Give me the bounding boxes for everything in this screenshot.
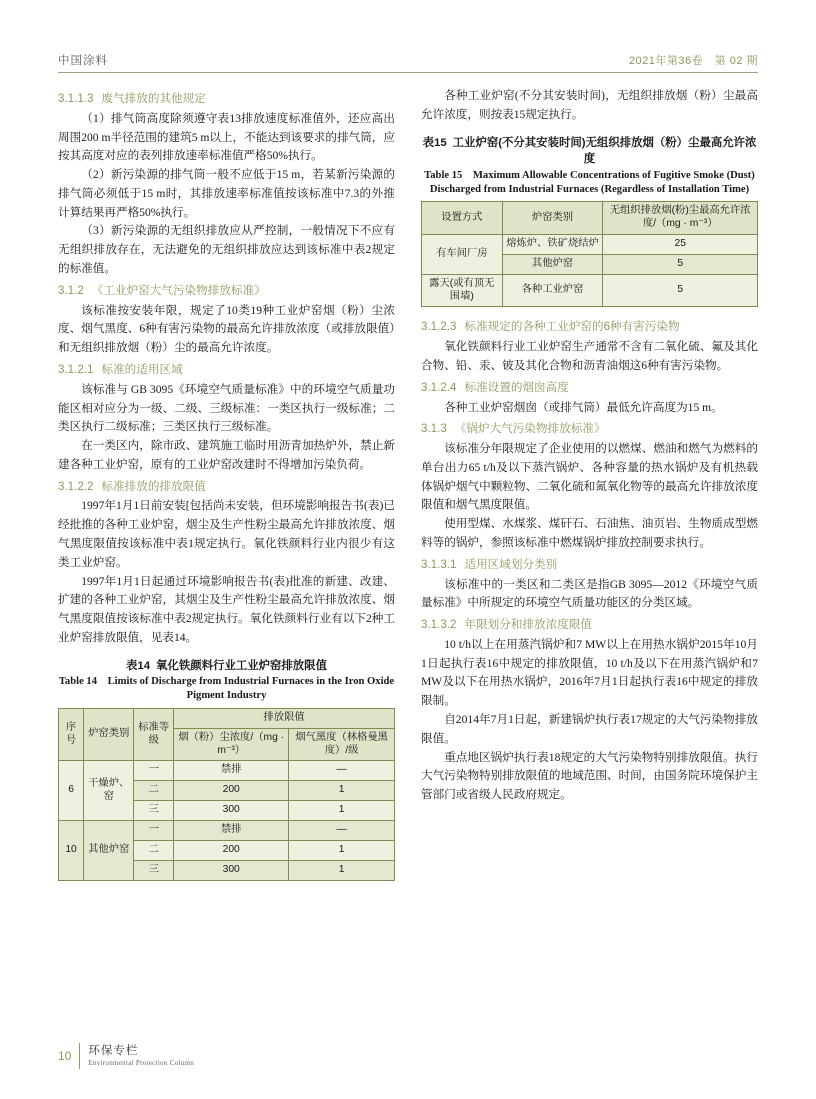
section-number: 3.1.2.4 bbox=[421, 380, 457, 394]
section-heading bbox=[421, 420, 758, 439]
cell-grade: 二 bbox=[134, 781, 174, 801]
section-title: 标准规定的各种工业炉窑的6种有害污染物 bbox=[464, 320, 680, 334]
paragraph: 氧化铁颜料行业工业炉窑生产通常不含有二氧化硫、氟及其化合物、铅、汞、铍及其化合物和沥青油烟这6种有害污染物。 bbox=[421, 340, 758, 372]
cell-blackness: 1 bbox=[289, 860, 395, 880]
table14-caption bbox=[58, 658, 395, 675]
journal-name: 中国涂料 bbox=[58, 55, 108, 67]
section-heading bbox=[58, 478, 395, 497]
cell-kiln-type: 各种工业炉窑 bbox=[502, 274, 603, 307]
section-heading bbox=[58, 90, 395, 109]
paragraph: 重点地区锅炉执行表18规定的大气污染物特别排放限值。执行大气污染物特别排放限值的地域范围、时间，由国务院环境保护主管部门或省级人民政府规定。 bbox=[421, 750, 758, 802]
cell-placement: 露天(或有顶无围墙) bbox=[422, 274, 503, 307]
section-title: 《锅炉大气污染物排放标准》 bbox=[454, 422, 606, 436]
cell-blackness: 1 bbox=[289, 840, 395, 860]
th-dust-conc: 烟（粉）尘浓度/（mg · m⁻³） bbox=[174, 728, 289, 761]
table15-title-cn: 工业炉窑(不分其安装时间)无组织排放烟（粉）尘最高允许浓度 bbox=[452, 136, 757, 166]
section-heading bbox=[421, 318, 758, 337]
section-title: 适用区域划分类别 bbox=[464, 557, 558, 571]
th-placement: 设置方式 bbox=[422, 202, 503, 235]
paragraph: 使用型煤、水煤浆、煤矸石、石油焦、油页岩、生物质成型燃料等的锅炉，参照该标准中燃煤锅炉排放控制要求执行。 bbox=[421, 517, 758, 549]
cell-value: 5 bbox=[603, 254, 758, 274]
section-title: 废气排放的其他规定 bbox=[101, 92, 206, 105]
cell-blackness: — bbox=[289, 761, 395, 781]
paragraph: 10 t/h以上在用蒸汽锅炉和7 MW以上在用热水锅炉2015年10月1日起执行表16中规定的排放限值，10 t/h及以下在用蒸汽锅炉和7 MW及以下在用热水锅炉，2016年7月1日起执行表16中规定的排放限制。 bbox=[421, 637, 758, 708]
cell-value: 25 bbox=[603, 234, 758, 254]
section-heading bbox=[58, 361, 395, 380]
paragraph: 该标准中的一类区和二类区是指GB 3095—2012《环境空气质量标准》中所规定的环境空气质量功能区的分类区域。 bbox=[421, 577, 758, 610]
paragraph: 该标准与 GB 3095《环境空气质量标准》中的环境空气质量功能区相对应分为一级、二级、三级标准：一类区执行一级标准；二类区执行二级标准；三类区执行三级标准。 bbox=[58, 382, 395, 434]
th-blackness: 烟气黑度（林格曼黑度）/级 bbox=[289, 728, 395, 761]
section-number: 3.1.2.3 bbox=[421, 320, 457, 334]
page-number: 10 bbox=[58, 1049, 72, 1063]
cell-kiln-type: 熔炼炉、铁矿烧结炉 bbox=[502, 234, 603, 254]
footer-column-name bbox=[88, 1045, 194, 1066]
section-number: 3.1.3.2 bbox=[421, 618, 457, 632]
paragraph: 1997年1月1日起通过环境影响报告书(表)批准的新建、改建、扩建的各种工业炉窑，其烟尘及生产性粉尘最高允许排放浓度、烟气黑度限值按该标准中表2规定执行。氧化铁颜料行业有以下2种工业炉窑排放限值，见表14。 bbox=[58, 574, 395, 644]
cell-blackness: 1 bbox=[289, 781, 395, 801]
table14 bbox=[58, 708, 395, 881]
section-number: 3.1.3.1 bbox=[421, 557, 457, 571]
th-kiln: 炉窑类别 bbox=[84, 708, 134, 761]
right-column bbox=[421, 87, 758, 1027]
section-heading bbox=[421, 379, 758, 398]
cell-conc: 200 bbox=[174, 840, 289, 860]
section-heading bbox=[58, 282, 395, 301]
paragraph: 在一类区内，除市政、建筑施工临时用沥青加热炉外，禁止新建各种工业炉窑，原有的工业炉窑改建时不得增加污染负荷。 bbox=[58, 439, 395, 471]
cell-conc: 300 bbox=[174, 860, 289, 880]
table-row bbox=[422, 274, 758, 307]
section-title: 标准设置的烟囱高度 bbox=[464, 380, 569, 394]
paragraph: 1997年1月1日前安装[包括尚未安装，但环境影响报告书(表)已经批推的各种工业炉窑，烟尘及生产性粉尘最高允许排放浓度、烟气黑度限值按该标准中表1规定执行。氧化铁颜料行业内很少有这类工业炉窑。 bbox=[58, 499, 395, 569]
cell-blackness: — bbox=[289, 820, 395, 840]
th-max-conc: 无组织排放烟(粉)尘最高允许浓度/（mg · m⁻³） bbox=[603, 202, 758, 235]
th-limits-group: 排放限值 bbox=[174, 708, 395, 728]
table-row bbox=[422, 234, 758, 254]
cell-conc: 禁排 bbox=[174, 761, 289, 781]
section-heading bbox=[421, 616, 758, 635]
cell-grade: 三 bbox=[134, 801, 174, 821]
paragraph: （3）新污染源的无组织排放应从严控制，一般情况下不应有无组织排放存在，无法避免的无组织排放应达到该标准中表2规定的标准值。 bbox=[58, 224, 395, 276]
section-number: 3.1.2 bbox=[58, 283, 84, 297]
paragraph: 各种工业炉窑(不分其安装时间)，无组织排放烟（粉）尘最高允许浓度，则按表15规定执行。 bbox=[421, 89, 758, 121]
cell-grade: 二 bbox=[134, 840, 174, 860]
page-header bbox=[58, 52, 758, 73]
paragraph: （1）排气筒高度除须遵守表13排放速度标准值外，还应高出周围200 m半径范围的建筑5 m以上，不能达到该要求的排气筒，应按其高度对应的表列排放速率标准值严格50%执行。 bbox=[58, 111, 395, 163]
table-row bbox=[59, 820, 395, 840]
table14-caption-en: Table 14 Limits of Discharge from Industrial Furnaces in the Iron Oxide Pigment Industry bbox=[58, 676, 395, 702]
table15-label: 表15 bbox=[422, 136, 447, 149]
table15-caption bbox=[421, 135, 758, 168]
cell-kiln-type: 其他炉窑 bbox=[502, 254, 603, 274]
table15-caption-en: Table 15 Maximum Allowable Concentrations of Fugitive Smoke (Dust) Discharged from Industrial Furnaces (Regardless of Installation Time) bbox=[424, 169, 755, 195]
paragraph: 各种工业炉窑烟囱（或排气筒）最低允许高度为15 m。 bbox=[444, 400, 723, 414]
cell-no: 6 bbox=[59, 761, 84, 821]
paragraph: 自2014年7月1日起，新建锅炉执行表17规定的大气污染物排放限值。 bbox=[421, 713, 758, 745]
section-title: 标准的适用区域 bbox=[101, 362, 183, 376]
cell-placement: 有车间厂房 bbox=[422, 234, 503, 274]
section-number: 3.1.2.1 bbox=[58, 362, 94, 376]
paragraph: （2）新污染源的排气筒一般不应低于15 m，若某新污染源的排气筒必须低于15 m时，其排放速率标准值按该标准中7.3的外推计算结果再严格50%执行。 bbox=[58, 168, 395, 219]
table14-label: 表14 bbox=[126, 659, 151, 672]
section-title: 标准排放的排放限值 bbox=[101, 479, 206, 493]
two-column-body bbox=[58, 87, 758, 1027]
th-grade: 标准等级 bbox=[134, 708, 174, 761]
section-title: 《工业炉窑大气污染物排放标准》 bbox=[91, 283, 266, 297]
cell-blackness: 1 bbox=[289, 801, 395, 821]
cell-grade: 三 bbox=[134, 860, 174, 880]
section-number: 3.1.3 bbox=[421, 422, 447, 436]
page-footer bbox=[58, 1043, 194, 1069]
section-number: 3.1.2.2 bbox=[58, 479, 94, 493]
section-number: 3.1.1.3 bbox=[58, 92, 94, 105]
cell-kiln: 干燥炉、窑 bbox=[84, 761, 134, 821]
footer-column-en: Environmental Protection Column bbox=[88, 1058, 195, 1067]
section-title: 年限划分和排放浓度限值 bbox=[464, 618, 593, 632]
issue-info: 2021年第36卷 第 02 期 bbox=[628, 55, 758, 67]
table14-title-cn: 氧化铁颜料行业工业炉窑排放限值 bbox=[156, 659, 327, 672]
table15 bbox=[421, 201, 758, 307]
cell-grade: 一 bbox=[134, 820, 174, 840]
paragraph: 该标准按安装年限，规定了10类19种工业炉窑烟（粉）尘浓度、烟气黑度、6种有害污染物的最高允许排放浓度（或排放限值）和无组织排放烟（粉）尘的最高允许浓度。 bbox=[58, 303, 395, 355]
th-no: 序号 bbox=[59, 708, 84, 761]
th-kiln-type: 炉窑类别 bbox=[502, 202, 603, 235]
footer-divider bbox=[79, 1043, 80, 1069]
cell-kiln: 其他炉窑 bbox=[84, 820, 134, 880]
paragraph: 该标准分年限规定了企业使用的以燃煤、燃油和燃气为燃料的单台出力65 t/h及以下蒸汽锅炉、各种容量的热水锅炉及有机热载体锅炉烟气中颗粒物、二氧化硫和氮氧化物等的最高允许排放浓度限值和烟气黑度限值。 bbox=[421, 442, 758, 512]
section-heading bbox=[421, 556, 758, 575]
footer-column-cn: 环保专栏 bbox=[88, 1045, 139, 1058]
cell-no: 10 bbox=[59, 820, 84, 880]
cell-grade: 一 bbox=[134, 761, 174, 781]
cell-conc: 禁排 bbox=[174, 820, 289, 840]
cell-conc: 200 bbox=[174, 781, 289, 801]
left-column bbox=[58, 87, 395, 1027]
cell-value: 5 bbox=[603, 274, 758, 307]
table-row bbox=[59, 761, 395, 781]
cell-conc: 300 bbox=[174, 801, 289, 821]
